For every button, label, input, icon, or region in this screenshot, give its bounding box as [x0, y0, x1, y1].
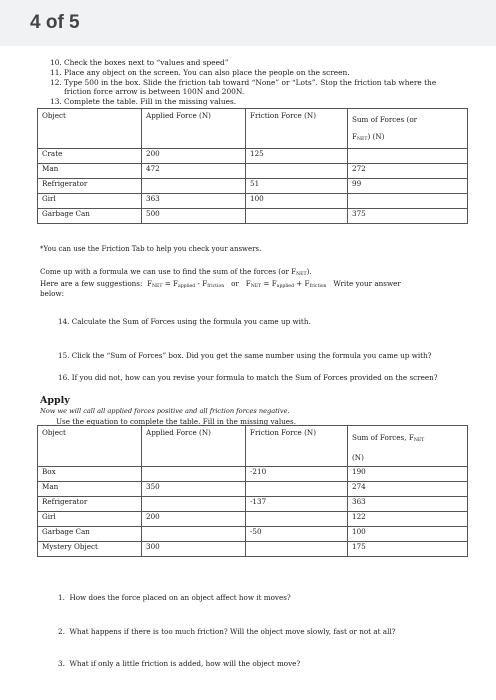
forces-table-1 [37, 108, 468, 224]
cell-friction: 51 [246, 179, 348, 194]
question-1: 1. How does the force placed on an object affect how it moves? [58, 593, 291, 602]
table-row [38, 149, 468, 164]
instruction-11: 11. Place any object on the screen. You can also place the people on the screen. [50, 68, 350, 77]
table-row [38, 209, 468, 224]
cell-applied[interactable] [142, 467, 246, 482]
page-indicator: 4 of 5 [30, 12, 80, 33]
cell-sum: 100 [348, 527, 468, 542]
formula-suggestions: Here are a few suggestions: $F_{NET} = F_{applied} - F_{friction}$ or $F_{NET} = F_{applied} + F_{friction}$ Write your answer [40, 279, 401, 289]
cell-object: Mystery Object [38, 542, 142, 557]
cell-sum: 122 [348, 512, 468, 527]
question-15: 15. Click the “Sum of Forces” box. Did you get the same number using the formula you came up with? [58, 351, 432, 360]
table-row [38, 542, 468, 557]
table-row [38, 482, 468, 497]
cell-friction[interactable] [246, 542, 348, 557]
cell-object: Man [38, 482, 142, 497]
cell-applied: 200 [142, 149, 246, 164]
cell-sum: 99 [348, 179, 468, 194]
cell-friction[interactable] [246, 164, 348, 179]
table-row [38, 467, 468, 482]
apply-instruction: Use the equation to complete the table. Fill in the missing values. [56, 417, 296, 426]
apply-heading: Apply [40, 395, 70, 406]
viewer-toolbar [0, 0, 496, 47]
cell-friction: -137 [246, 497, 348, 512]
table-row [38, 179, 468, 194]
question-16: 16. If you did not, how can you revise your formula to match the Sum of Forces provided on the screen? [58, 373, 438, 382]
table-header-row [38, 426, 468, 467]
cell-sum: 272 [348, 164, 468, 179]
apply-subtitle: Now we will call all applied forces positive and all friction forces negative. [40, 407, 290, 415]
header-sum-of-forces: Sum of Forces, $F_{NET}$ (N) [348, 426, 468, 467]
document-page [0, 46, 496, 700]
formula-below-label: below: [40, 289, 65, 298]
cell-friction: -50 [246, 527, 348, 542]
cell-sum[interactable] [348, 194, 468, 209]
cell-object: Girl [38, 512, 142, 527]
instruction-12-continued: friction force arrow is between 100N and 200N. [64, 87, 245, 96]
friction-tab-note: *You can use the Friction Tab to help you check your answers. [40, 245, 262, 253]
cell-applied: 363 [142, 194, 246, 209]
cell-sum[interactable] [348, 149, 468, 164]
cell-friction: 100 [246, 194, 348, 209]
cell-applied: 300 [142, 542, 246, 557]
cell-sum: 375 [348, 209, 468, 224]
header-object: Object [38, 426, 142, 467]
cell-object: Girl [38, 194, 142, 209]
cell-object: Garbage Can [38, 527, 142, 542]
cell-friction[interactable] [246, 482, 348, 497]
question-14: 14. Calculate the Sum of Forces using the formula you came up with. [58, 317, 311, 326]
instruction-10: 10. Check the boxes next to “values and speed” [50, 58, 229, 67]
cell-object: Box [38, 467, 142, 482]
cell-object: Man [38, 164, 142, 179]
instruction-13: 13. Complete the table. Fill in the missing values. [50, 97, 237, 106]
cell-applied: 350 [142, 482, 246, 497]
instruction-12: 12. Type 500 in the box. Slide the friction tab toward “None” or “Lots”. Stop the friction tab where the [50, 78, 437, 87]
question-3: 3. What if only a little friction is added, how will the object move? [58, 659, 301, 668]
table-row [38, 194, 468, 209]
header-friction-force: Friction Force (N) [246, 109, 348, 149]
cell-sum: 190 [348, 467, 468, 482]
table-row [38, 497, 468, 512]
table-header-row [38, 109, 468, 149]
header-sum-of-forces: Sum of Forces (or $F_{NET}$) (N) [348, 109, 468, 149]
cell-applied[interactable] [142, 497, 246, 512]
cell-friction[interactable] [246, 209, 348, 224]
cell-object: Garbage Can [38, 209, 142, 224]
cell-object: Crate [38, 149, 142, 164]
cell-applied[interactable] [142, 179, 246, 194]
cell-applied[interactable] [142, 527, 246, 542]
table-row [38, 512, 468, 527]
cell-friction: 125 [246, 149, 348, 164]
cell-applied: 500 [142, 209, 246, 224]
header-applied-force: Applied Force (N) [142, 109, 246, 149]
cell-sum: 274 [348, 482, 468, 497]
table-row [38, 527, 468, 542]
cell-sum: 175 [348, 542, 468, 557]
cell-applied: 472 [142, 164, 246, 179]
cell-friction: -210 [246, 467, 348, 482]
cell-sum: 363 [348, 497, 468, 512]
cell-object: Refrigerator [38, 497, 142, 512]
cell-object: Refrigerator [38, 179, 142, 194]
header-object: Object [38, 109, 142, 149]
question-2: 2. What happens if there is too much friction? Will the object move slowly, fast or not at all? [58, 627, 396, 636]
header-applied-force: Applied Force (N) [142, 426, 246, 467]
header-friction-force: Friction Force (N) [246, 426, 348, 467]
cell-applied: 200 [142, 512, 246, 527]
formula-prompt: Come up with a formula we can use to find the sum of the forces (or $F_{NET}$). [40, 267, 312, 277]
table-row [38, 164, 468, 179]
cell-friction[interactable] [246, 512, 348, 527]
forces-table-2 [37, 425, 468, 557]
